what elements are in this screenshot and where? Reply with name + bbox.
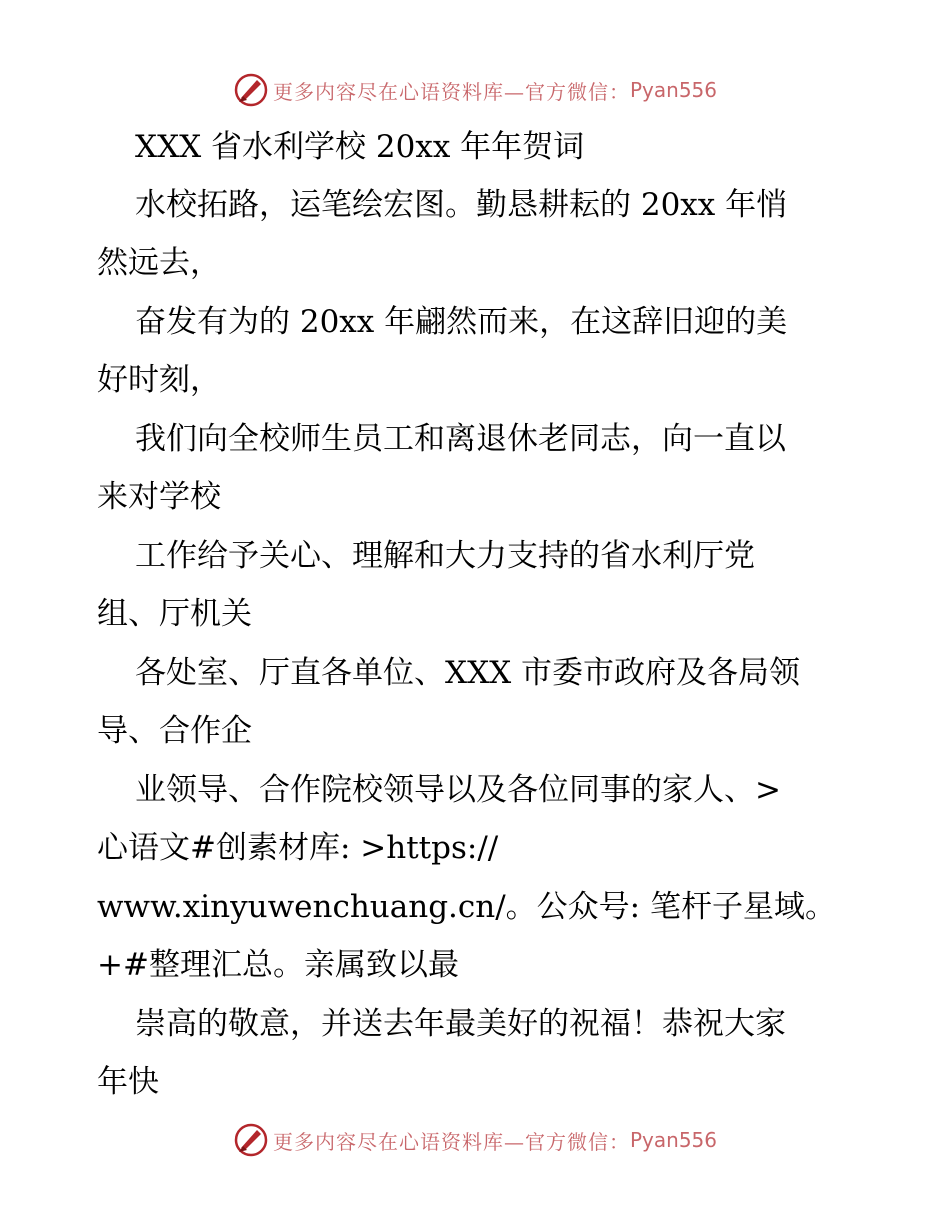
text-line: 业领导、合作院校领导以及各位同事的家人、> (135, 772, 781, 808)
text-line: 来对学校 (97, 479, 221, 515)
text-line: 好时刻， (97, 362, 221, 398)
text-line: 各处室、厅直各单位、XXX 市委市政府及各局领 (135, 655, 801, 691)
text-line: 导、合作企 (97, 713, 252, 749)
text-line: 然远去， (97, 245, 221, 281)
text-line: www.xinyuwenchuang.cn/。公众号: 笔杆子星域。 (97, 889, 836, 925)
text-line: 崇高的敬意，并送去年最美好的祝福！恭祝大家 (135, 1006, 786, 1042)
text-line: 奋发有为的 20xx 年翩然而来，在这辞旧迎的美 (135, 304, 788, 340)
text-line: 水校拓路，运笔绘宏图。勤恳耕耘的 20xx 年悄 (135, 187, 788, 223)
banner-text: 更多内容尽在心语资料库—官方微信： (272, 79, 630, 104)
doc-title: XXX 省水利学校 20xx 年年贺词 (135, 129, 585, 165)
text-line: 工作给予关心、理解和大力支持的省水利厅党 (135, 538, 755, 574)
text-line: 我们向全校师生员工和离退休老同志，向一直以 (135, 421, 786, 457)
text-line: +#整理汇总。亲属致以最 (97, 947, 459, 983)
banner-text: 更多内容尽在心语资料库—官方微信： (272, 1129, 630, 1154)
pen-logo-icon (233, 1122, 269, 1158)
banner-wechat-id: Pyan556 (629, 78, 717, 102)
footer-banner (0, 1120, 950, 1160)
banner-wechat-id: Pyan556 (629, 1128, 717, 1152)
text-line: 心语文#创素材库: >https:// (97, 830, 499, 866)
text-line: 组、厅机关 (97, 596, 252, 632)
text-line: 年快 (97, 1064, 159, 1100)
